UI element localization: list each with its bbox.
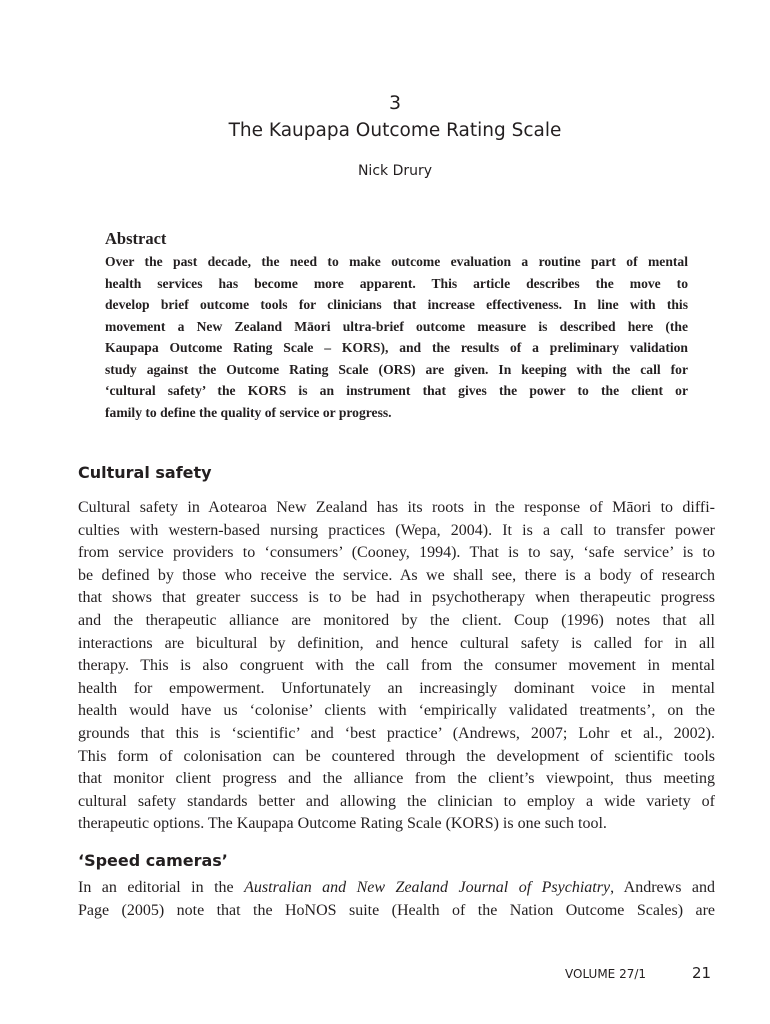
- paragraph-line: ‘cultural safety’ the KORS is an instrument that gives the power to the client or: [105, 383, 688, 398]
- footer-volume: VOLUME 27/1: [565, 967, 647, 981]
- author-name: Nick Drury: [357, 163, 433, 179]
- text: In an editorial in the: [78, 879, 245, 896]
- paragraph-line: develop brief outcome tools for clinicians that increase effectiveness. In line with this: [105, 297, 688, 312]
- paragraph-line: health for empowerment. Unfortunately an increasingly dominant voice in mental: [78, 679, 715, 697]
- page-number: 21: [692, 964, 712, 982]
- paragraph-line: from service providers to ‘consumers’ (Cooney, 1994). That is to say, ‘safe service’ is to: [78, 544, 715, 562]
- abstract-heading: Abstract: [105, 229, 167, 248]
- abstract: [105, 229, 688, 423]
- paragraph-line: that monitor client progress and the alliance from the client’s viewpoint, thus meeting: [78, 770, 715, 788]
- chapter-number: 3: [388, 92, 402, 114]
- speed-cameras-body: [78, 877, 715, 922]
- paragraph-line: Page (2005) note that the HoNOS suite (Health of the Nation Outcome Scales) are: [78, 901, 715, 919]
- paragraph-line: grounds that this is ‘scientific’ and ‘best practice’ (Andrews, 2007; Lohr et al., 2002).: [78, 724, 715, 742]
- paragraph-line: This form of colonisation can be countered through the development of scientific tools: [78, 747, 715, 765]
- paragraph-line: [78, 877, 715, 900]
- journal-title: Australian and New Zealand Journal of Psychiatry: [244, 879, 611, 896]
- paragraph-line: health would have us ‘colonise’ clients with ‘empirically validated treatments’, on the: [78, 702, 715, 720]
- paragraph-line: that shows that greater success is to be had in psychotherapy when therapeutic progress: [78, 589, 715, 607]
- paragraph-line: Cultural safety in Aotearoa New Zealand has its roots in the response of Māori to diffi-: [78, 499, 715, 516]
- paragraph-line: culties with western-based nursing practices (Wepa, 2004). It is a call to transfer power: [78, 521, 715, 539]
- paragraph-line: Kaupapa Outcome Rating Scale – KORS), and the results of a preliminary validation: [105, 340, 688, 355]
- text: , Andrews and: [610, 879, 716, 896]
- chapter-title: The Kaupapa Outcome Rating Scale: [228, 120, 562, 141]
- paragraph-line: be defined by those who receive the service. As we shall see, there is a body of research: [78, 566, 715, 584]
- section-heading-speed-cameras: ‘Speed cameras’: [78, 851, 228, 870]
- paragraph-line: therapy. This is also congruent with the call from the consumer movement in mental: [78, 657, 715, 675]
- paragraph-line: study against the Outcome Rating Scale (ORS) are given. In keeping with the call for: [105, 361, 688, 377]
- paragraph-line: therapeutic options. The Kaupapa Outcome Rating Scale (KORS) is one such tool.: [78, 815, 607, 833]
- paragraph-line: family to define the quality of service or progress.: [105, 404, 392, 420]
- paragraph-line: cultural safety standards better and allowing the clinician to employ a wide variety of: [78, 792, 715, 810]
- paragraph-line: health services has become more apparent. This article describes the move to: [105, 275, 688, 291]
- paragraph-line: movement a New Zealand Māori ultra-brief outcome measure is described here (the: [105, 318, 688, 334]
- paragraph-line: Over the past decade, the need to make outcome evaluation a routine part of mental: [105, 254, 688, 269]
- paragraph-line: and the therapeutic alliance are monitored by the client. Coup (1996) notes that all: [78, 611, 715, 629]
- abstract-text: [105, 251, 688, 423]
- paragraph-line: interactions are bicultural by definition, and hence cultural safety is called for in all: [78, 634, 715, 652]
- cultural-safety-body: [78, 497, 715, 836]
- section-heading-cultural-safety: Cultural safety: [78, 463, 212, 482]
